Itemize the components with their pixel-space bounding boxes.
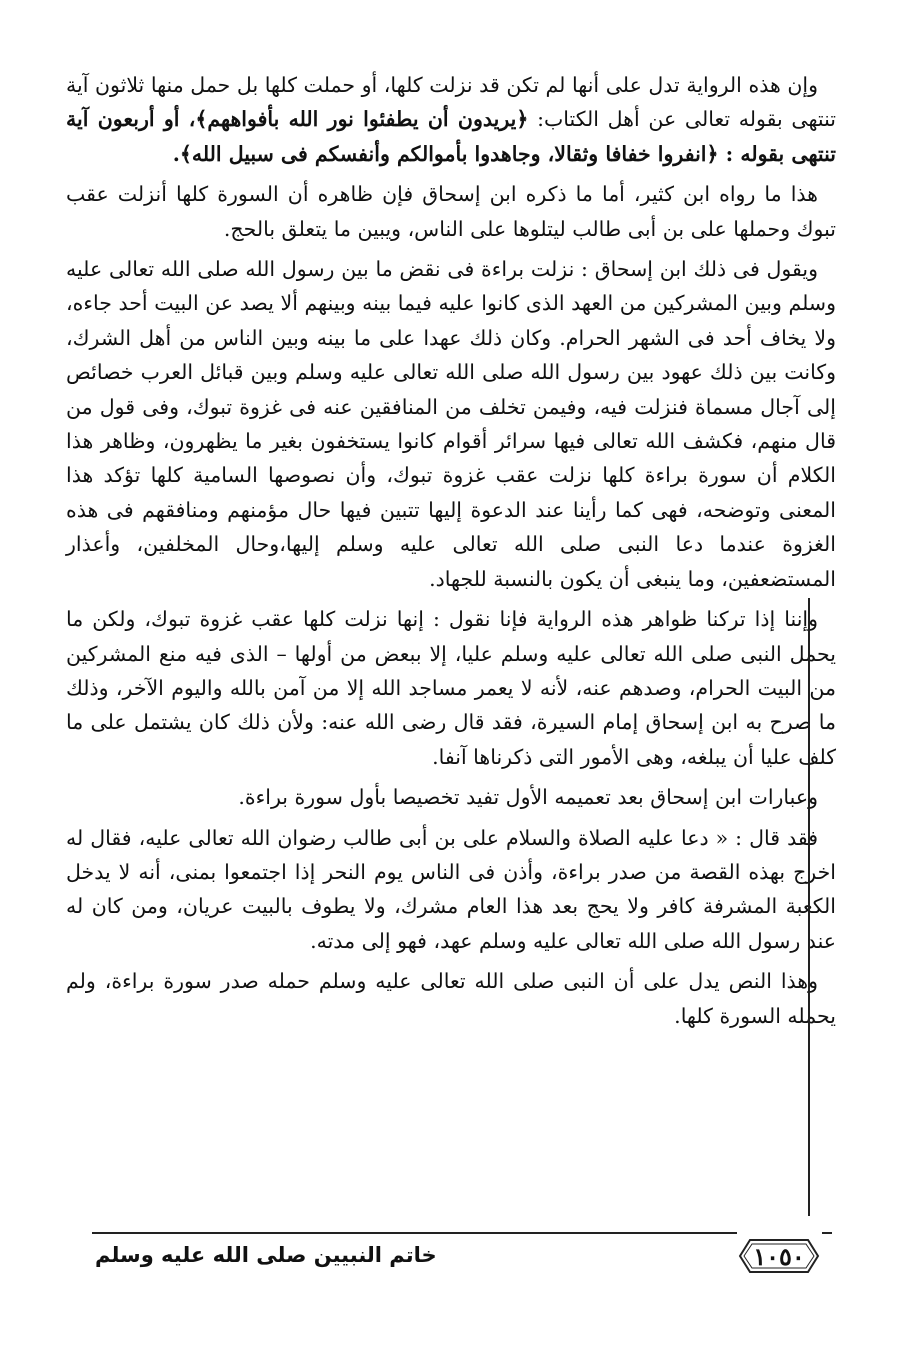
paragraph-4-text: وإننا إذا تركنا ظواهر هذه الرواية فإنا نقول : إنها نزلت كلها عقب غزوة تبوك، ولكن ما يحمل النبى صلى الله تعالى عليه وسلم عليا، إلا ببعض من أولها – الذى فيه منع المشركين من البيت الحرام، وصدهم عنه، لأنه لا يعمر مساجد الله إلا من آمن بالله واليوم الآخر، وذلك ما صرح به ابن إسحاق إمام السيرة، فقد قال رضى الله عنه: ولأن ذلك كان يشتمل على ما كلف عليا أن يبلغه، وهى الأمور التى ذكرناها آنفا. bbox=[66, 607, 836, 769]
page-number: ١٠٥٠ bbox=[753, 1241, 805, 1271]
margin-rule bbox=[808, 598, 810, 1216]
quran-verse-quote: ﴿يريدون أن يطفئوا نور الله بأفواههم﴾، أو أربعون آية تنتهى بقوله : ﴿انفروا خفافا وثقالا، وجاهدوا بأموالكم وأنفسكم فى سبيل الله﴾. bbox=[66, 107, 836, 166]
paragraph-4 bbox=[66, 602, 836, 774]
paragraph-7 bbox=[66, 964, 836, 1033]
paragraph-5 bbox=[66, 780, 836, 814]
paragraph-2-text: هذا ما رواه ابن كثير، أما ما ذكره ابن إسحاق فإن ظاهره أن السورة كلها أنزلت عقب تبوك وحملها على بن أبى طالب ليتلوها على الناس، ويبين ما يتعلق بالحج. bbox=[66, 182, 836, 241]
paragraph-3 bbox=[66, 252, 836, 596]
paragraph-1-text: وإن هذه الرواية تدل على أنها لم تكن قد نزلت كلها، أو حملت كلها بل حمل منها ثلاثون آية تنتهى بقوله تعالى عن أهل الكتاب: bbox=[66, 73, 836, 132]
footer-rule bbox=[92, 1232, 737, 1234]
paragraph-6-text: فقد قال : « دعا عليه الصلاة والسلام على بن أبى طالب رضوان الله تعالى عليه، فقال له اخرج بهذه القصة من صدر براءة، وأذن فى الناس يوم النحر إذا اجتمعوا بمنى، أنه لا يدخل الكعبة المشرفة كافر ولا يحج بعد هذا العام مشرك، ولا يطوف بالبيت عريان، ومن كان له عند رسول الله صلى الله تعالى عليه وسلم عهد، فهو إلى مدته. bbox=[66, 825, 836, 953]
running-title: خاتم النبيين صلى الله عليه وسلم bbox=[95, 1243, 437, 1267]
paragraph-1 bbox=[66, 68, 836, 171]
paragraph-6 bbox=[66, 821, 836, 959]
paragraph-7-text: وهذا النص يدل على أن النبى صلى الله تعالى عليه وسلم حمله صدر سورة براءة، ولم يحمله السورة كلها. bbox=[66, 969, 836, 1028]
paragraph-2 bbox=[66, 177, 836, 246]
paragraph-3-text: ويقول فى ذلك ابن إسحاق : نزلت براءة فى نقض ما بين رسول الله صلى الله تعالى عليه وسلم وبين المشركين من العهد الذى كانوا عليه فيما بينه وبينهم ألا يصد عن البيت أحد جاءه، ولا يخاف أحد فى الشهر الحرام. وكان ذلك عهدا على ما بينه وبين الناس من أهل الشرك، وكانت بين ذلك عهود بين رسول الله صلى الله تعالى عليه وسلم وبين قبائل العرب خصائص إلى آجال مسماة فنزلت فيه، وفيمن تخلف من المنافقين عنه فى غزوة تبوك، وفى قول من قال منهم، فكشف الله تعالى فيها سرائر أقوام كانوا يستخفون بغير ما يظهرون، وظاهر هذا الكلام أن سورة براءة كلها نزلت عقب غزوة تبوك، وأن نصوصها السامية كلها تؤكد هذا المعنى وتوضحه، فهى كما رأينا عند الدعوة إليها تتبين فيها حال مؤمنهم ومنافقهم فى هذه الغزوة عندما دعا النبى صلى الله تعالى عليه وسلم إليها،وحال المخلفين، وأعذار المستضعفين، وما ينبغى أن يكون بالنسبة للجهاد. bbox=[66, 257, 836, 591]
paragraph-5-text: وعبارات ابن إسحاق بعد تعميمه الأول تفيد تخصيصا بأول سورة براءة. bbox=[238, 785, 818, 810]
page-number-frame bbox=[738, 1236, 820, 1276]
body-text bbox=[66, 68, 836, 1039]
footer-rule-end bbox=[822, 1232, 832, 1234]
